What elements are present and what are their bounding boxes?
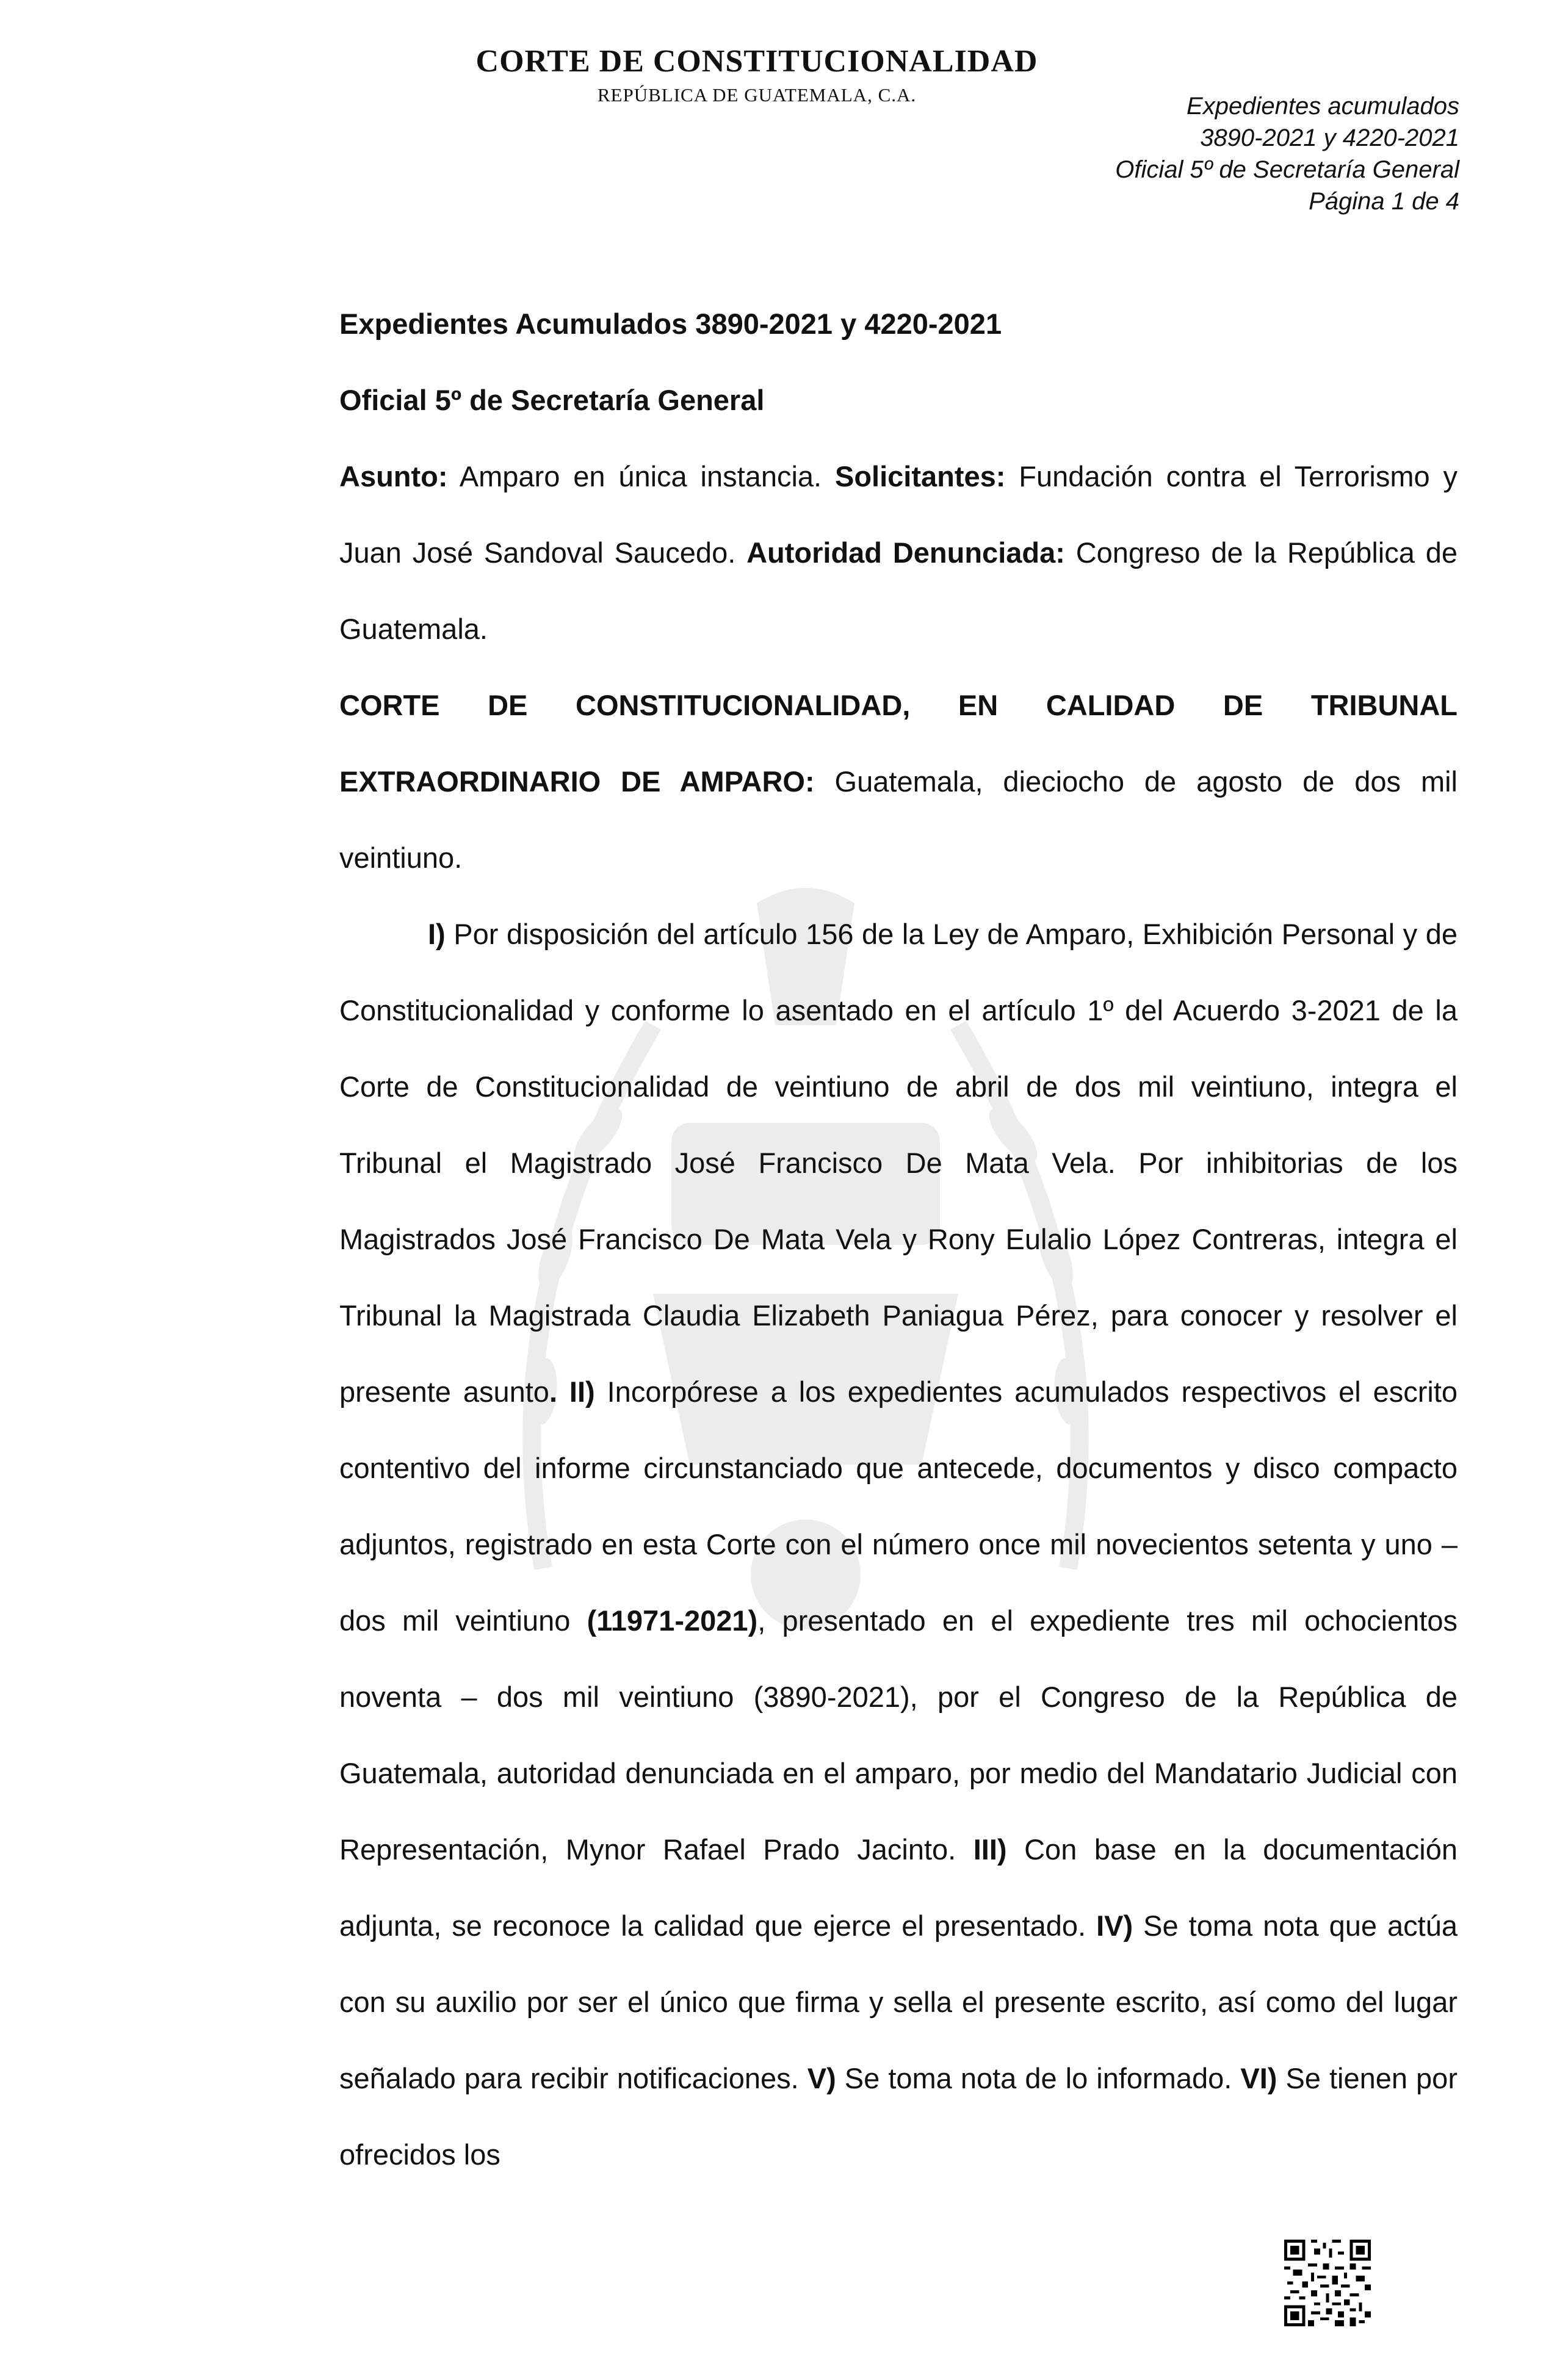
authority-text: Congreso de la República de Guatemala. xyxy=(339,536,1458,645)
case-title: Expedientes Acumulados 3890-2021 y 4220-2021 xyxy=(339,308,1002,340)
point-6-number: VI) xyxy=(1240,2062,1277,2094)
point-3-text: Con base en la documentación adjunta, se reconoce la calidad que ejerce el presentado. xyxy=(339,1833,1458,1942)
point-1-number: I) xyxy=(428,918,446,950)
qr-code-icon xyxy=(1284,2240,1371,2326)
applicants-text: Fundación contra el Terrorismo y Juan José Sandoval Saucedo. xyxy=(339,460,1458,569)
point-6-text: Se tienen por ofrecidos los xyxy=(339,2062,1458,2171)
page-number: Página 1 de 4 xyxy=(1309,188,1459,215)
subject-text: Amparo en única instancia. xyxy=(459,460,822,492)
point-1-end: . xyxy=(549,1376,557,1408)
reference-line-1: Expedientes acumulados xyxy=(1187,93,1459,120)
reference-line-3: Oficial 5º de Secretaría General xyxy=(1115,156,1459,183)
tribunal-date: Guatemala, dieciocho de agosto de dos mil veintiuno. xyxy=(339,765,1458,874)
registration-number: (11971-2021) xyxy=(587,1604,758,1637)
document-body xyxy=(339,286,1458,2193)
point-5-text: Se toma nota de lo informado. xyxy=(844,2062,1232,2094)
resolution-paragraph xyxy=(339,896,1458,2193)
tribunal-label: CORTE DE CONSTITUCIONALIDAD, EN CALIDAD DE TRIBUNAL EXTRAORDINARIO DE AMPARO: xyxy=(339,689,1458,798)
tribunal-paragraph xyxy=(339,667,1458,896)
point-4-number: IV) xyxy=(1096,1909,1133,1942)
subject-paragraph xyxy=(339,438,1458,667)
point-2-text: Incorpórese a los expedientes acumulados respectivos el escrito contentivo del informe circunstanciado que antecede, documentos y disco compacto adjuntos, registrado en esta Corte con el número once mil novecientos setenta y uno – dos mil veintiuno xyxy=(339,1376,1458,1637)
court-header xyxy=(366,43,1147,107)
point-4-text: Se toma nota que actúa con su auxilio por ser el único que firma y sella el presente escrito, así como del lugar señalado para recibir notificaciones. xyxy=(339,1909,1458,2094)
point-2-text-cont: , presentado en el expediente tres mil ochocientos noventa – dos mil veintiuno (3890-2021), por el Congreso de la República de Guatemala, autoridad denunciada en el amparo, por medio del Mandatario Judicial con Representación, Mynor Rafael Prado Jacinto. xyxy=(339,1604,1458,1866)
reference-line-2: 3890-2021 y 4220-2021 xyxy=(1200,124,1459,151)
applicants-label: Solicitantes: xyxy=(834,460,1006,492)
subject-label: Asunto: xyxy=(339,460,448,492)
authority-label: Autoridad Denunciada: xyxy=(746,536,1065,569)
point-2-number: II) xyxy=(569,1376,595,1408)
point-1-text: Por disposición del artículo 156 de la Ley de Amparo, Exhibición Personal y de Constitucionalidad y conforme lo asentado en el artículo 1º del Acuerdo 3-2021 de la Corte de Constitucionalidad de veintiuno de abril de dos mil veintiuno, integra el Tribunal el Magistrado José Francisco De Mata Vela. Por inhibitorias de los Magistrados José Francisco De Mata Vela y Rony Eulalio López Contreras, integra el Tribunal la Magistrada Claudia Elizabeth Paniagua Pérez, para conocer y resolver el presente asunto xyxy=(339,918,1458,1408)
point-5-number: V) xyxy=(807,2062,836,2094)
point-3-number: III) xyxy=(973,1833,1007,1866)
case-reference-block xyxy=(1115,90,1459,217)
court-name: CORTE DE CONSTITUCIONALIDAD xyxy=(475,44,1038,79)
officer-line: Oficial 5º de Secretaría General xyxy=(339,384,765,416)
court-country: REPÚBLICA DE GUATEMALA, C.A. xyxy=(597,84,917,106)
